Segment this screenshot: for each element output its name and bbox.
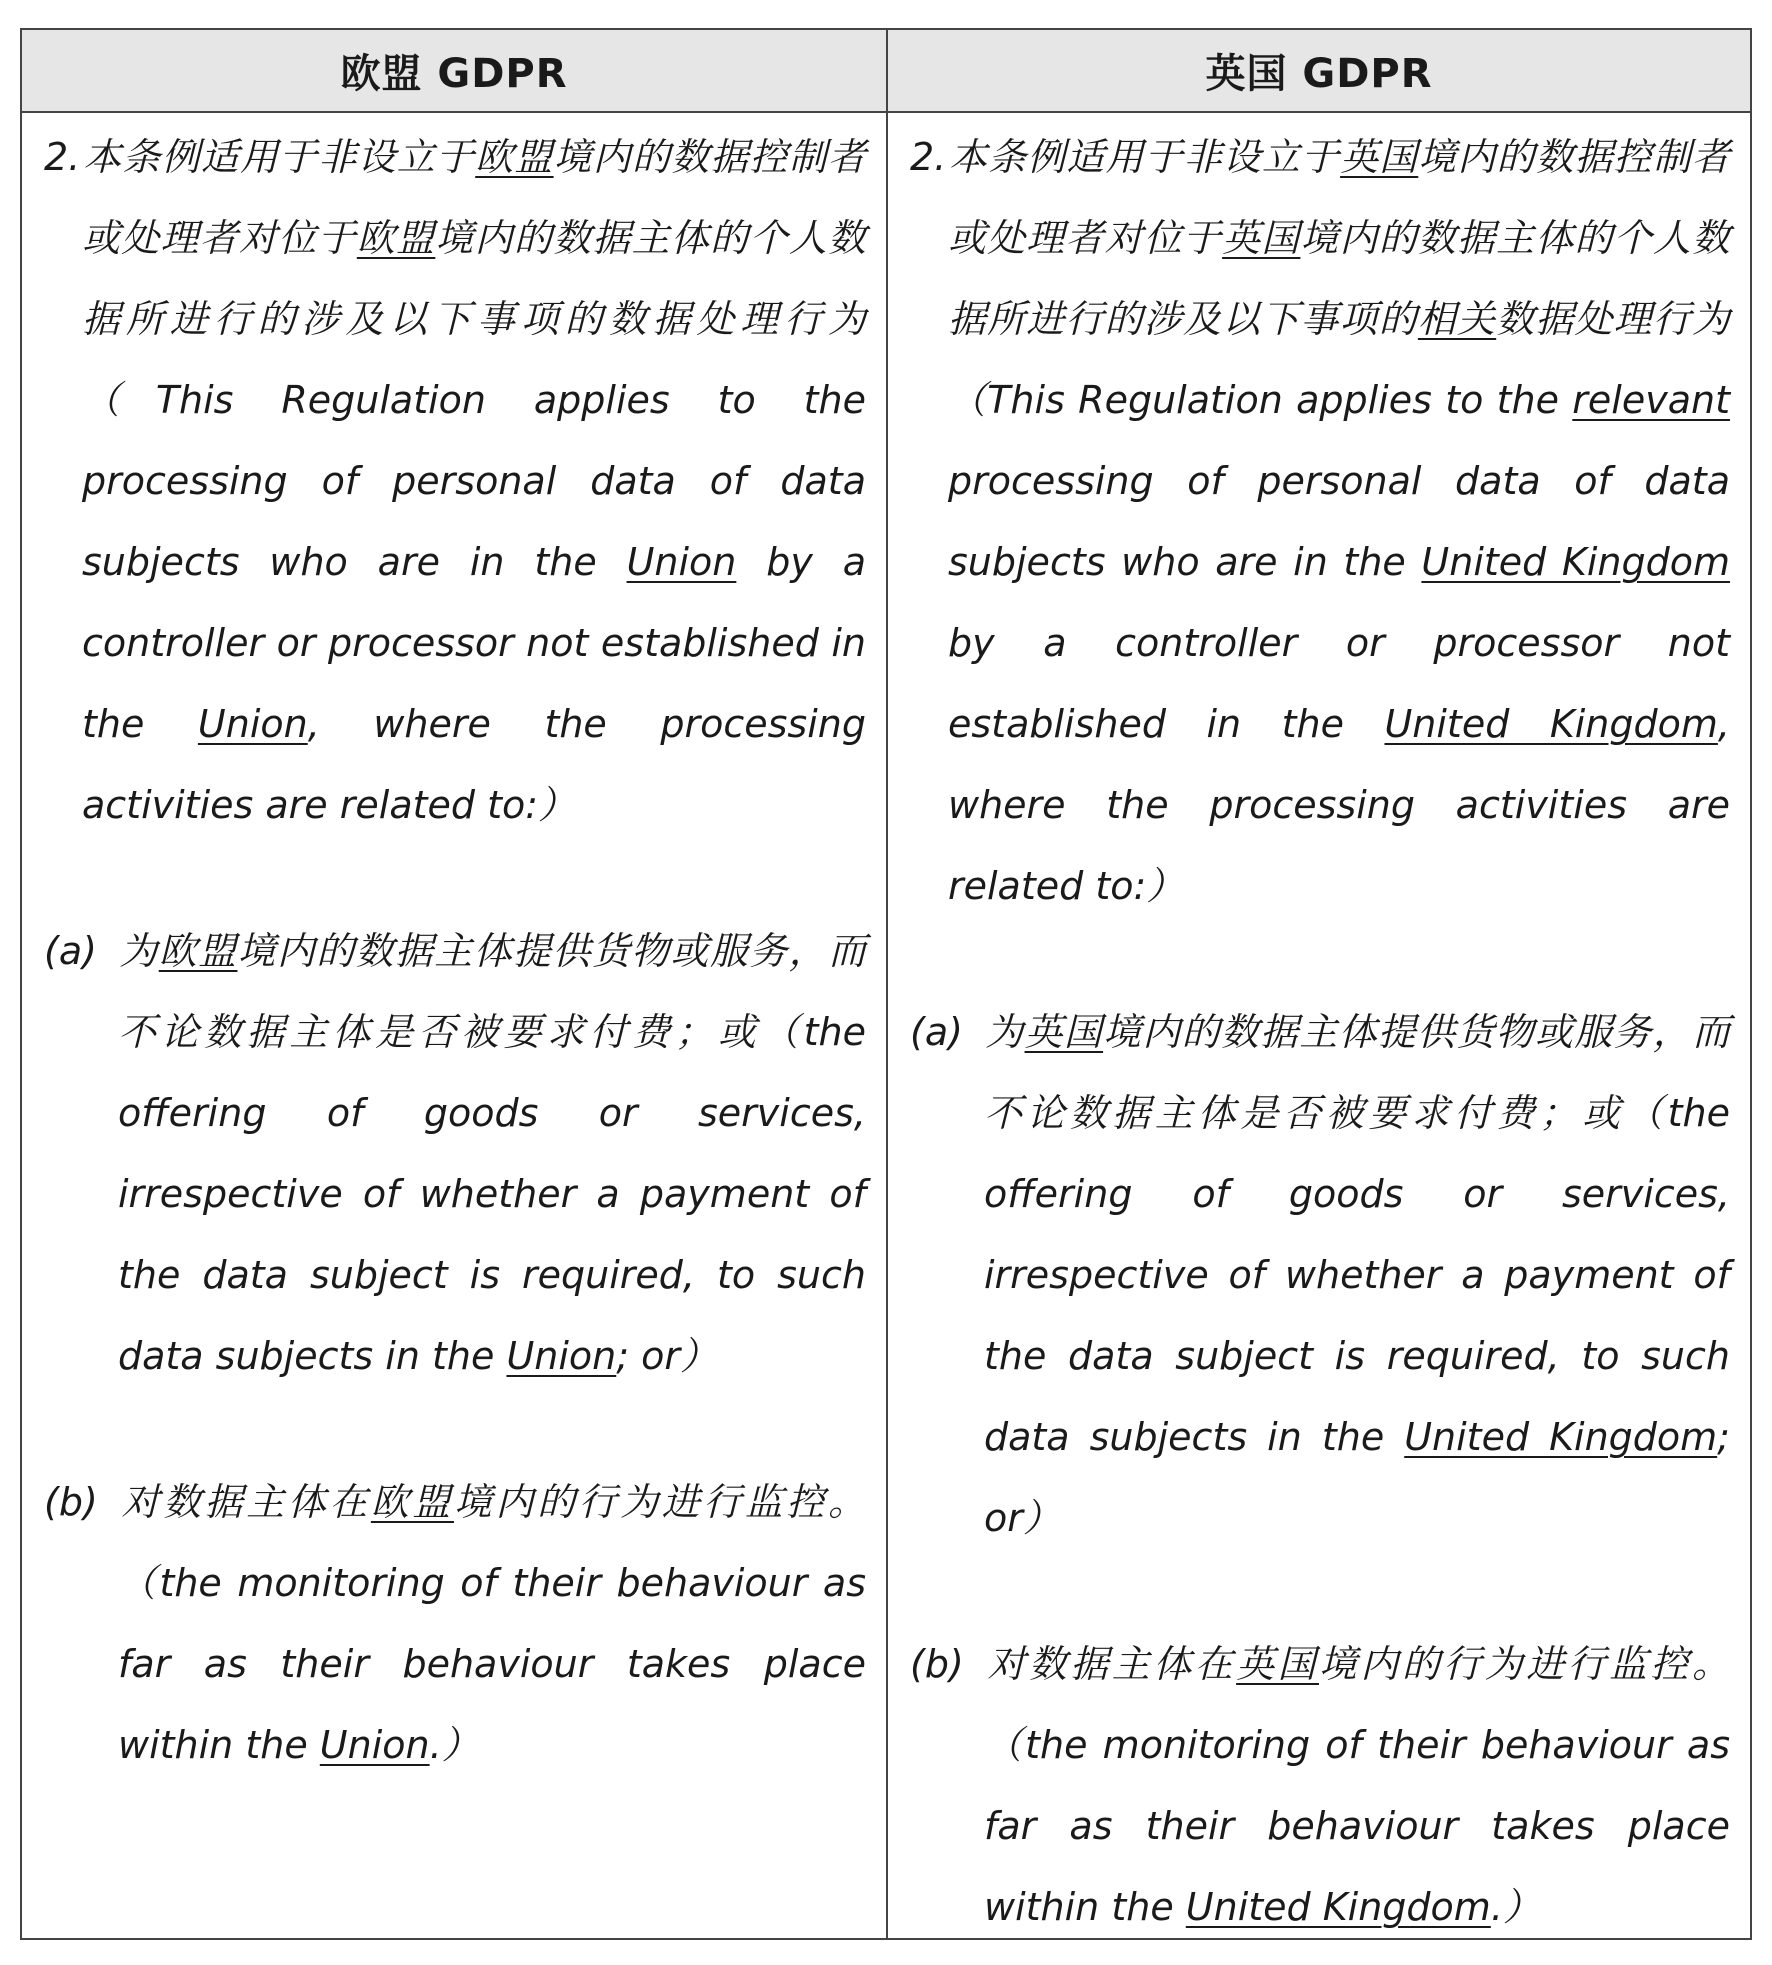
item-marker: (a) bbox=[44, 929, 97, 973]
item-marker: (b) bbox=[44, 1480, 98, 1524]
eu-item-b: (b) 对数据主体在欧盟境内的行为进行监控。（the monitoring of their behaviour as far as their behaviour takes place within the Union.） bbox=[44, 1462, 866, 1786]
header-uk-gdpr: 英国 GDPR bbox=[888, 30, 1750, 113]
paragraph-number: 2. bbox=[910, 135, 947, 179]
eu-paragraph-2: 2.本条例适用于非设立于欧盟境内的数据控制者或处理者对位于欧盟境内的数据主体的个人数据所进行的涉及以下事项的数据处理行为（This Regulation applies to the processing of personal data of data subjects who are in the Union by a controller or processor not established in the Union, where the processing activities are related to:） bbox=[44, 117, 866, 846]
item-marker: (a) bbox=[910, 1010, 963, 1054]
uk-gdpr-column bbox=[888, 113, 1750, 1938]
eu-gdpr-column bbox=[22, 113, 888, 1938]
comparison-table bbox=[20, 28, 1752, 1940]
eu-item-a: (a) 为欧盟境内的数据主体提供货物或服务，而不论数据主体是否被要求付费；或（the offering of goods or services, irrespective of whether a payment of the data subject is required, to such data subjects in the Union; or） bbox=[44, 911, 866, 1397]
uk-item-b: (b) 对数据主体在英国境内的行为进行监控。（the monitoring of their behaviour as far as their behaviour takes place within the United Kingdom.） bbox=[910, 1624, 1730, 1938]
paragraph-number: 2. bbox=[44, 135, 81, 179]
uk-paragraph-2: 2.本条例适用于非设立于英国境内的数据控制者或处理者对位于英国境内的数据主体的个人数据所进行的涉及以下事项的相关数据处理行为（This Regulation applies to the relevant processing of personal data of data subjects who are in the United Kingdom by a controller or processor not established in the United Kingdom, where the processing activities are related to:） bbox=[910, 117, 1730, 927]
item-marker: (b) bbox=[910, 1642, 964, 1686]
header-eu-gdpr: 欧盟 GDPR bbox=[22, 30, 888, 113]
uk-item-a: (a) 为英国境内的数据主体提供货物或服务，而不论数据主体是否被要求付费；或（the offering of goods or services, irrespective of whether a payment of the data subject is required, to such data subjects in the United Kingdom; or） bbox=[910, 992, 1730, 1559]
